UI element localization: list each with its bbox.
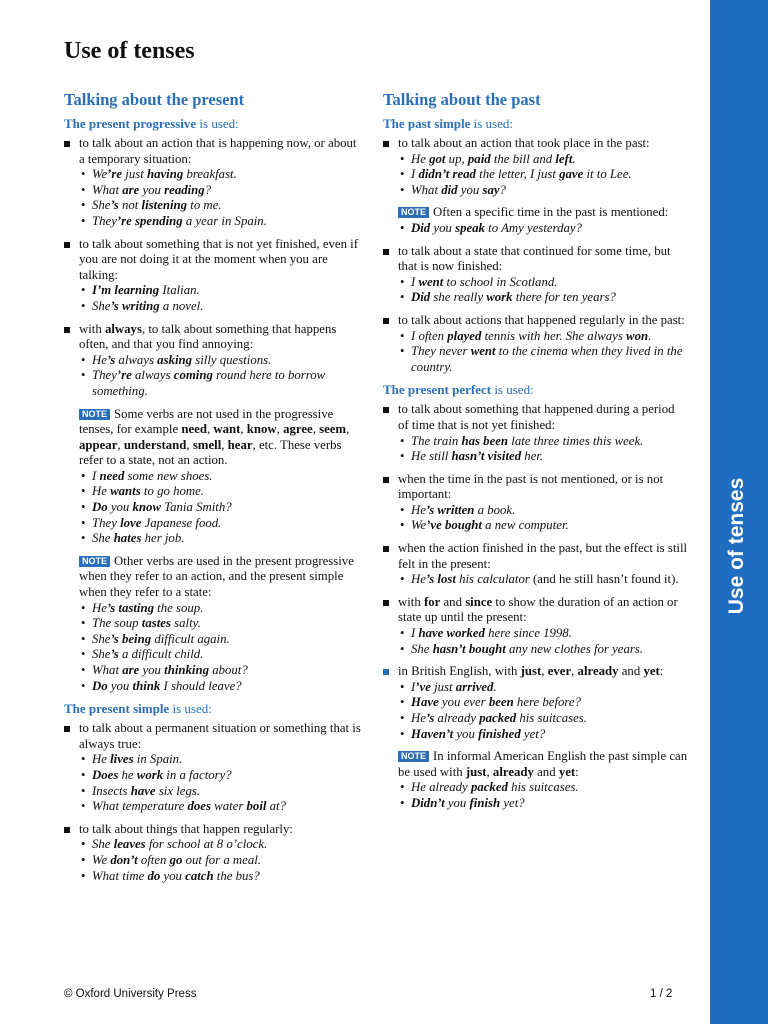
note-block	[79, 554, 362, 694]
example-list	[79, 283, 362, 314]
square-bullet-icon	[383, 669, 389, 675]
note-badge: NOTE	[79, 556, 110, 567]
example-list	[398, 626, 688, 657]
example-sentence: • He still hasn’t visited her.	[398, 449, 688, 465]
example-sentence: • What are you reading?	[79, 183, 362, 199]
example-sentence: • I’m learning Italian.	[79, 283, 362, 299]
usage-text: to talk about an action that took place in the past:	[398, 136, 650, 150]
subheading-present-perfect: The present perfect is used:	[383, 382, 534, 398]
usage-item	[383, 664, 688, 742]
example-sentence: • We’ve bought a new computer.	[398, 518, 688, 534]
note-text: Other verbs are used in the present progressive when they refer to an action, and the present simple when they refer to a state:	[79, 553, 354, 600]
square-bullet-icon	[64, 327, 70, 333]
example-sentence: • He’s lost his calculator (and he still hasn’t found it).	[398, 572, 688, 588]
usage-item	[383, 136, 688, 198]
square-bullet-icon	[383, 600, 389, 606]
left-column	[64, 90, 362, 891]
example-list	[79, 167, 362, 229]
example-list	[398, 503, 688, 534]
example-sentence: • I often played tennis with her. She always won.	[398, 329, 688, 345]
example-sentence: • They’re always coming round here to borrow something.	[79, 368, 362, 399]
usage-item	[64, 822, 362, 884]
example-sentence: • He already packed his suitcases.	[398, 780, 688, 796]
note-text: Often a specific time in the past is mentioned:	[433, 205, 669, 220]
usage-text: with for and since to show the duration of an action or state up until the present:	[398, 594, 678, 625]
example-sentence: • She’s a difficult child.	[79, 647, 362, 663]
example-sentence: • The train has been late three times this week.	[398, 434, 688, 450]
example-list	[398, 275, 688, 306]
example-sentence: • Did she really work there for ten years?	[398, 290, 688, 306]
note-badge: NOTE	[398, 207, 429, 218]
example-sentence: • She hates her job.	[79, 531, 362, 547]
example-sentence: • Have you ever been here before?	[398, 695, 688, 711]
usage-item	[383, 244, 688, 306]
square-bullet-icon	[383, 141, 389, 147]
example-sentence: • What temperature does water boil at?	[79, 799, 362, 815]
example-sentence: • I went to school in Scotland.	[398, 275, 688, 291]
example-sentence: • She leaves for school at 8 o’clock.	[79, 837, 362, 853]
example-list	[398, 680, 688, 742]
usage-item	[383, 595, 688, 657]
note-block	[79, 407, 362, 547]
usage-text: when the time in the past is not mentioned, or is not important:	[398, 471, 664, 502]
example-sentence: • Haven’t you finished yet?	[398, 727, 688, 743]
example-sentence: • I have worked here since 1998.	[398, 626, 688, 642]
usage-item	[383, 313, 688, 375]
example-sentence: • They’re spending a year in Spain.	[79, 214, 362, 230]
example-sentence: • We’re just having breakfast.	[79, 167, 362, 183]
right-column	[383, 90, 688, 819]
usage-item	[383, 472, 688, 534]
usage-item	[64, 136, 362, 230]
usage-text: when the action finished in the past, but the effect is still felt in the present:	[398, 541, 688, 571]
example-sentence: • He’s already packed his suitcases.	[398, 711, 688, 727]
present-progressive-notes	[64, 407, 362, 695]
note-badge: NOTE	[398, 751, 429, 762]
section-heading-present: Talking about the present	[64, 90, 245, 109]
note-text: Some verbs are not used in the progressive tenses, for example need, want, know, agree, seem, appear, understand, smell, hear, etc. These verbs refer to a state, not an action.	[79, 406, 350, 468]
square-bullet-icon	[64, 827, 70, 833]
example-sentence: • We don’t often go out for a meal.	[79, 853, 362, 869]
note-badge: NOTE	[79, 409, 110, 420]
example-list	[398, 152, 688, 199]
usage-text: to talk about something that happened during a period of time that is not yet finished:	[398, 402, 675, 432]
example-sentence: • Did you speak to Amy yesterday?	[398, 221, 688, 237]
example-list	[79, 469, 362, 547]
example-sentence: • I didn’t read the letter, I just gave it to Lee.	[398, 167, 688, 183]
example-sentence: • She’s not listening to me.	[79, 198, 362, 214]
usage-item	[64, 322, 362, 400]
example-sentence: • He’s written a book.	[398, 503, 688, 519]
usage-text: to talk about actions that happened regularly in the past:	[398, 312, 685, 327]
present-perfect-list	[383, 402, 688, 811]
example-sentence: • I’ve just arrived.	[398, 680, 688, 696]
present-progressive-list	[64, 136, 362, 400]
example-sentence: • He got up, paid the bill and left.	[398, 152, 688, 168]
square-bullet-icon	[383, 477, 389, 483]
example-sentence: • She hasn’t bought any new clothes for years.	[398, 642, 688, 658]
example-sentence: • She’s writing a novel.	[79, 299, 362, 315]
page-title: Use of tenses	[64, 38, 195, 64]
example-sentence: • Does he work in a factory?	[79, 768, 362, 784]
square-bullet-icon	[64, 242, 70, 248]
usage-text: with always, to talk about something that happens often, and that you find annoying:	[79, 321, 337, 352]
example-sentence: • Insects have six legs.	[79, 784, 362, 800]
example-sentence: • What time do you catch the bus?	[79, 869, 362, 885]
section-heading-past: Talking about the past	[383, 90, 541, 109]
usage-item	[64, 721, 362, 815]
usage-text: to talk about a state that continued for some time, but that is now finished:	[398, 243, 671, 274]
example-list	[398, 221, 688, 237]
example-sentence: • Didn’t you finish yet?	[398, 796, 688, 812]
example-list	[79, 353, 362, 400]
example-sentence: • They love Japanese food.	[79, 516, 362, 532]
usage-text: to talk about an action that is happening now, or about a temporary situation:	[79, 136, 357, 166]
example-list	[79, 601, 362, 695]
example-sentence: • She’s being difficult again.	[79, 632, 362, 648]
example-sentence: • I need some new shoes.	[79, 469, 362, 485]
square-bullet-icon	[64, 141, 70, 147]
example-sentence: • What did you say?	[398, 183, 688, 199]
usage-text: to talk about something that is not yet finished, even if you are not doing it at the moment when you are talking:	[79, 236, 358, 282]
usage-text: in British English, with just, ever, already and yet:	[398, 664, 664, 679]
square-bullet-icon	[383, 249, 389, 255]
example-sentence: • The soup tastes salty.	[79, 616, 362, 632]
usage-item	[383, 541, 688, 588]
usage-text: to talk about a permanent situation or something that is always true:	[79, 721, 361, 751]
example-list	[398, 434, 688, 465]
example-sentence: • He wants to go home.	[79, 484, 362, 500]
example-sentence: • Do you think I should leave?	[79, 679, 362, 695]
square-bullet-icon	[64, 726, 70, 732]
example-list	[398, 780, 688, 811]
square-bullet-icon	[383, 407, 389, 413]
present-simple-list	[64, 721, 362, 884]
subheading-past-simple: The past simple is used:	[383, 116, 514, 131]
example-list	[79, 752, 362, 814]
usage-text: to talk about things that happen regularly:	[79, 821, 293, 836]
past-simple-list	[383, 136, 688, 375]
example-sentence: • What are you thinking about?	[79, 663, 362, 679]
note-block	[398, 749, 688, 811]
square-bullet-icon	[383, 546, 389, 552]
subheading-present-progressive: The present progressive is used:	[64, 116, 239, 131]
usage-item	[64, 237, 362, 315]
sidebar-tab	[710, 0, 768, 1024]
example-sentence: • He’s tasting the soup.	[79, 601, 362, 617]
example-sentence: • Do you know Tania Smith?	[79, 500, 362, 516]
footer-copyright: © Oxford University Press	[64, 988, 197, 1000]
note-block	[398, 205, 688, 236]
example-list	[398, 329, 688, 376]
footer-page-number: 1 / 2	[650, 988, 673, 1000]
subheading-present-simple: The present simple is used:	[64, 701, 212, 717]
square-bullet-icon	[383, 318, 389, 324]
note-text: In informal American English the past simple can be used with just, already and yet:	[398, 749, 688, 779]
sidebar-label: Use of tenses	[725, 477, 748, 615]
example-sentence: • He lives in Spain.	[79, 752, 362, 768]
usage-item	[383, 402, 688, 464]
example-sentence: • They never went to the cinema when they lived in the country.	[398, 344, 688, 375]
example-sentence: • He’s always asking silly questions.	[79, 353, 362, 369]
example-list	[398, 572, 688, 588]
example-list	[79, 837, 362, 884]
